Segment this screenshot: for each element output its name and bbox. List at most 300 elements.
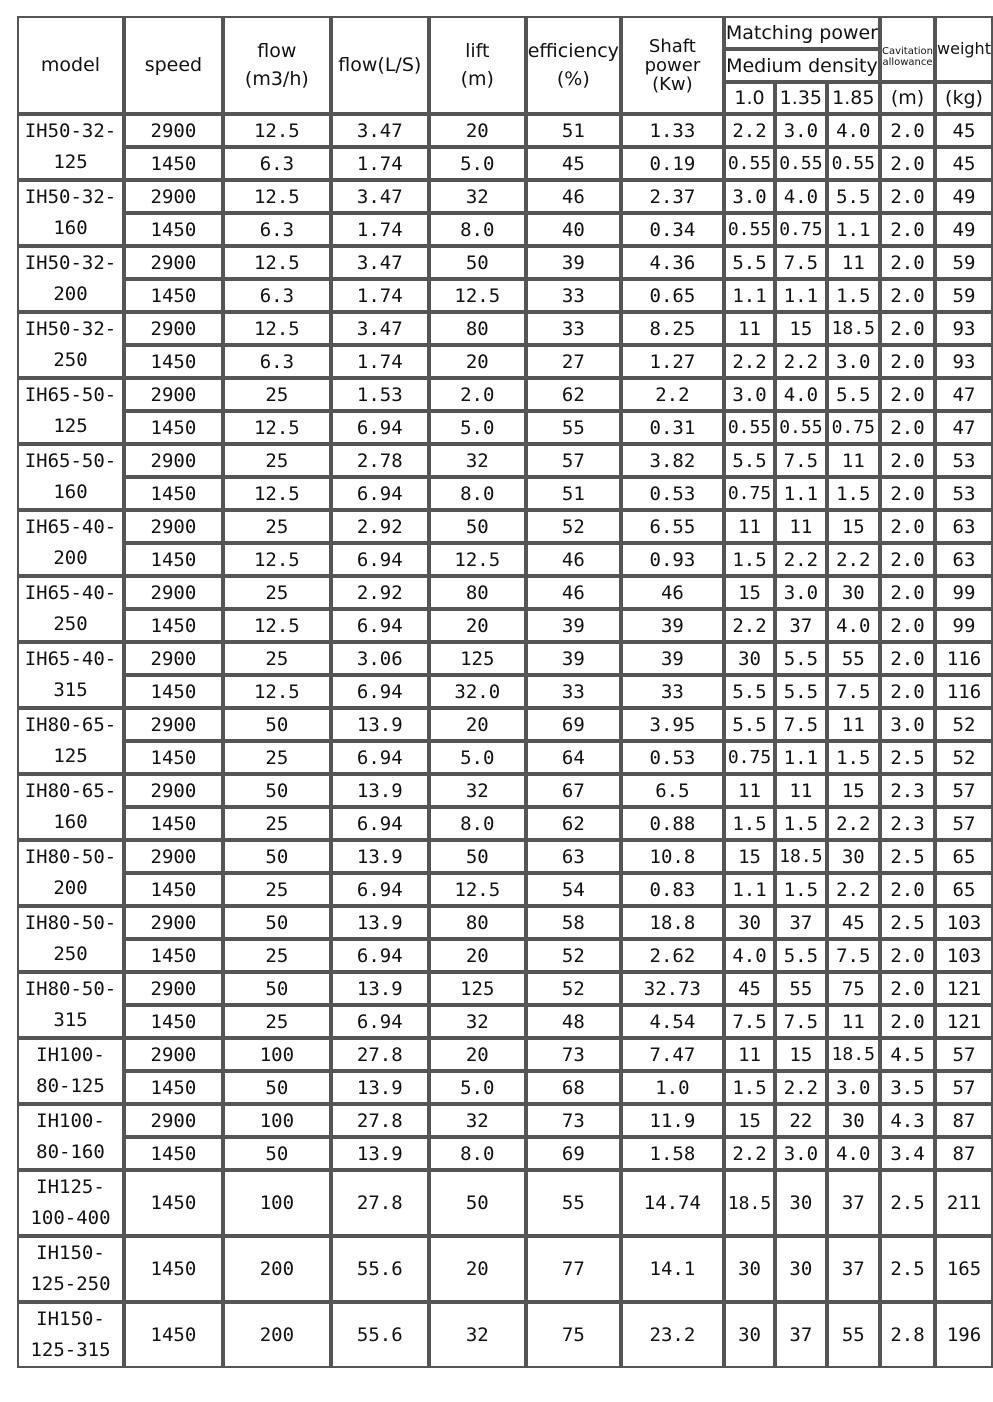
cavitation-cell: 2.0 [880, 444, 935, 477]
lift-cell: 32.0 [429, 675, 526, 708]
lift-cell: 12.5 [429, 279, 526, 312]
model-cell: IH80-50-315 [17, 972, 124, 1038]
cavitation-cell: 4.3 [880, 1104, 935, 1137]
cavitation-cell: 2.3 [880, 774, 935, 807]
shaft-power-cell: 2.2 [621, 378, 724, 411]
flow-ls-cell: 6.94 [331, 543, 429, 576]
power-d1-0-cell: 18.5 [724, 1170, 775, 1236]
lift-cell: 20 [429, 939, 526, 972]
lift-cell: 80 [429, 576, 526, 609]
shaft-power-cell: 0.93 [621, 543, 724, 576]
weight-cell: 47 [935, 411, 993, 444]
power-d1-35-cell: 1.1 [775, 741, 826, 774]
flow-m3h-cell: 6.3 [223, 279, 331, 312]
flow-m3h-cell: 200 [223, 1302, 331, 1368]
table-row [17, 972, 993, 1005]
model-cell: IH100-80-160 [17, 1104, 124, 1170]
power-d1-85-cell: 37 [827, 1236, 880, 1302]
power-d1-85-cell: 2.2 [827, 543, 880, 576]
efficiency-cell: 73 [526, 1038, 621, 1071]
weight-cell: 116 [935, 642, 993, 675]
shaft-power-cell: 1.58 [621, 1137, 724, 1170]
header-flow-ls: flow(L/S) [331, 16, 429, 114]
power-d1-85-cell: 1.5 [827, 279, 880, 312]
power-d1-85-cell: 30 [827, 576, 880, 609]
power-d1-0-cell: 11 [724, 510, 775, 543]
power-d1-85-cell: 2.2 [827, 807, 880, 840]
weight-cell: 65 [935, 873, 993, 906]
flow-ls-cell: 13.9 [331, 708, 429, 741]
power-d1-35-cell: 3.0 [775, 114, 826, 147]
power-d1-85-cell: 1.1 [827, 213, 880, 246]
power-d1-35-cell: 5.5 [775, 675, 826, 708]
lift-cell: 5.0 [429, 1071, 526, 1104]
weight-cell: 116 [935, 675, 993, 708]
cavitation-cell: 2.3 [880, 807, 935, 840]
table-row [17, 114, 993, 147]
flow-m3h-cell: 6.3 [223, 345, 331, 378]
power-d1-85-cell: 30 [827, 840, 880, 873]
power-d1-0-cell: 5.5 [724, 708, 775, 741]
cavitation-cell: 2.8 [880, 1302, 935, 1368]
lift-cell: 20 [429, 114, 526, 147]
power-d1-0-cell: 11 [724, 774, 775, 807]
flow-ls-cell: 13.9 [331, 1137, 429, 1170]
lift-cell: 50 [429, 246, 526, 279]
cavitation-cell: 2.0 [880, 972, 935, 1005]
efficiency-cell: 62 [526, 807, 621, 840]
speed-cell: 2900 [124, 180, 223, 213]
table-row [17, 543, 993, 576]
shaft-power-cell: 6.5 [621, 774, 724, 807]
power-d1-0-cell: 30 [724, 1302, 775, 1368]
power-d1-85-cell: 18.5 [827, 1038, 880, 1071]
flow-m3h-cell: 25 [223, 873, 331, 906]
shaft-power-cell: 14.1 [621, 1236, 724, 1302]
lift-cell: 80 [429, 312, 526, 345]
flow-ls-cell: 6.94 [331, 939, 429, 972]
power-d1-35-cell: 2.2 [775, 345, 826, 378]
shaft-power-cell: 33 [621, 675, 724, 708]
model-cell: IH125-100-400 [17, 1170, 124, 1236]
header-efficiency-label: efficiency [527, 40, 619, 62]
shaft-power-cell: 3.82 [621, 444, 724, 477]
lift-cell: 5.0 [429, 147, 526, 180]
speed-cell: 1450 [124, 147, 223, 180]
weight-cell: 57 [935, 774, 993, 807]
weight-cell: 49 [935, 213, 993, 246]
table-row [17, 1137, 993, 1170]
power-d1-85-cell: 30 [827, 1104, 880, 1137]
power-d1-85-cell: 55 [827, 1302, 880, 1368]
shaft-power-cell: 18.8 [621, 906, 724, 939]
flow-m3h-cell: 100 [223, 1104, 331, 1137]
efficiency-cell: 33 [526, 312, 621, 345]
lift-cell: 20 [429, 1038, 526, 1071]
weight-cell: 93 [935, 312, 993, 345]
efficiency-cell: 46 [526, 576, 621, 609]
weight-cell: 121 [935, 1005, 993, 1038]
table-row [17, 1236, 993, 1302]
efficiency-cell: 33 [526, 675, 621, 708]
efficiency-cell: 67 [526, 774, 621, 807]
flow-m3h-cell: 12.5 [223, 114, 331, 147]
power-d1-0-cell: 1.5 [724, 543, 775, 576]
flow-m3h-cell: 50 [223, 972, 331, 1005]
speed-cell: 1450 [124, 411, 223, 444]
table-row [17, 609, 993, 642]
speed-cell: 1450 [124, 1170, 223, 1236]
table-row [17, 213, 993, 246]
flow-ls-cell: 6.94 [331, 477, 429, 510]
flow-ls-cell: 1.74 [331, 213, 429, 246]
speed-cell: 1450 [124, 1005, 223, 1038]
speed-cell: 1450 [124, 807, 223, 840]
speed-cell: 2900 [124, 1038, 223, 1071]
flow-m3h-cell: 25 [223, 642, 331, 675]
power-d1-85-cell: 2.2 [827, 873, 880, 906]
power-d1-0-cell: 2.2 [724, 609, 775, 642]
flow-m3h-cell: 100 [223, 1170, 331, 1236]
efficiency-cell: 77 [526, 1236, 621, 1302]
speed-cell: 1450 [124, 741, 223, 774]
power-d1-85-cell: 15 [827, 774, 880, 807]
weight-cell: 59 [935, 246, 993, 279]
efficiency-cell: 45 [526, 147, 621, 180]
power-d1-85-cell: 11 [827, 246, 880, 279]
flow-ls-cell: 3.47 [331, 312, 429, 345]
header-shaft-power-unit: (Kw) [652, 73, 693, 95]
header-cavitation-label-1: Cavitation [881, 46, 933, 57]
lift-cell: 32 [429, 774, 526, 807]
power-d1-35-cell: 11 [775, 510, 826, 543]
power-d1-35-cell: 1.1 [775, 477, 826, 510]
power-d1-0-cell: 4.0 [724, 939, 775, 972]
power-d1-0-cell: 1.5 [724, 1071, 775, 1104]
table-row [17, 510, 993, 543]
flow-m3h-cell: 12.5 [223, 609, 331, 642]
flow-m3h-cell: 12.5 [223, 312, 331, 345]
flow-ls-cell: 13.9 [331, 840, 429, 873]
flow-ls-cell: 27.8 [331, 1038, 429, 1071]
power-d1-35-cell: 2.2 [775, 543, 826, 576]
flow-m3h-cell: 50 [223, 1137, 331, 1170]
shaft-power-cell: 14.74 [621, 1170, 724, 1236]
power-d1-85-cell: 55 [827, 642, 880, 675]
lift-cell: 2.0 [429, 378, 526, 411]
speed-cell: 2900 [124, 906, 223, 939]
flow-m3h-cell: 25 [223, 939, 331, 972]
efficiency-cell: 52 [526, 972, 621, 1005]
model-cell: IH80-65-160 [17, 774, 124, 840]
efficiency-cell: 46 [526, 180, 621, 213]
flow-m3h-cell: 25 [223, 378, 331, 411]
lift-cell: 32 [429, 1104, 526, 1137]
power-d1-85-cell: 1.5 [827, 477, 880, 510]
power-d1-35-cell: 15 [775, 312, 826, 345]
flow-ls-cell: 55.6 [331, 1236, 429, 1302]
speed-cell: 2900 [124, 642, 223, 675]
power-d1-85-cell: 15 [827, 510, 880, 543]
power-d1-85-cell: 3.0 [827, 345, 880, 378]
lift-cell: 125 [429, 972, 526, 1005]
efficiency-cell: 39 [526, 609, 621, 642]
shaft-power-cell: 0.53 [621, 477, 724, 510]
header-flow-m3h [223, 16, 331, 114]
model-cell: IH50-32-160 [17, 180, 124, 246]
power-d1-35-cell: 1.5 [775, 807, 826, 840]
weight-cell: 196 [935, 1302, 993, 1368]
model-cell: IH65-40-200 [17, 510, 124, 576]
table-row [17, 1104, 993, 1137]
power-d1-35-cell: 0.75 [775, 213, 826, 246]
cavitation-cell: 2.5 [880, 1170, 935, 1236]
power-d1-35-cell: 3.0 [775, 576, 826, 609]
shaft-power-cell: 0.88 [621, 807, 724, 840]
power-d1-35-cell: 18.5 [775, 840, 826, 873]
speed-cell: 1450 [124, 939, 223, 972]
power-d1-35-cell: 0.55 [775, 411, 826, 444]
power-d1-0-cell: 5.5 [724, 444, 775, 477]
power-d1-85-cell: 18.5 [827, 312, 880, 345]
weight-cell: 65 [935, 840, 993, 873]
weight-cell: 52 [935, 741, 993, 774]
shaft-power-cell: 0.19 [621, 147, 724, 180]
power-d1-0-cell: 1.5 [724, 807, 775, 840]
header-shaft-power-label-2: power [644, 54, 701, 76]
efficiency-cell: 39 [526, 246, 621, 279]
power-d1-0-cell: 15 [724, 576, 775, 609]
table-row [17, 873, 993, 906]
flow-ls-cell: 55.6 [331, 1302, 429, 1368]
power-d1-0-cell: 11 [724, 312, 775, 345]
power-d1-35-cell: 11 [775, 774, 826, 807]
table-row [17, 1005, 993, 1038]
shaft-power-cell: 32.73 [621, 972, 724, 1005]
weight-cell: 63 [935, 510, 993, 543]
efficiency-cell: 54 [526, 873, 621, 906]
shaft-power-cell: 1.33 [621, 114, 724, 147]
power-d1-0-cell: 5.5 [724, 675, 775, 708]
power-d1-85-cell: 0.55 [827, 147, 880, 180]
weight-cell: 103 [935, 939, 993, 972]
power-d1-0-cell: 1.1 [724, 873, 775, 906]
lift-cell: 50 [429, 510, 526, 543]
header-weight-unit: (kg) [935, 82, 993, 114]
power-d1-35-cell: 0.55 [775, 147, 826, 180]
header-density-1-35: 1.35 [775, 82, 826, 114]
power-d1-0-cell: 0.55 [724, 147, 775, 180]
power-d1-0-cell: 2.2 [724, 114, 775, 147]
table-row [17, 1038, 993, 1071]
header-medium-density: Medium density [724, 49, 880, 82]
lift-cell: 12.5 [429, 543, 526, 576]
flow-m3h-cell: 25 [223, 576, 331, 609]
header-flow-m3h-label: flow [257, 40, 297, 62]
power-d1-35-cell: 1.5 [775, 873, 826, 906]
flow-m3h-cell: 6.3 [223, 147, 331, 180]
header-density-1-0: 1.0 [724, 82, 775, 114]
shaft-power-cell: 0.34 [621, 213, 724, 246]
lift-cell: 50 [429, 1170, 526, 1236]
header-shaft-power-label-1: Shaft [648, 35, 696, 57]
power-d1-85-cell: 11 [827, 1005, 880, 1038]
power-d1-85-cell: 11 [827, 444, 880, 477]
flow-m3h-cell: 50 [223, 708, 331, 741]
table-row [17, 411, 993, 444]
shaft-power-cell: 46 [621, 576, 724, 609]
header-cavitation-unit: (m) [880, 82, 935, 114]
weight-cell: 103 [935, 906, 993, 939]
power-d1-0-cell: 3.0 [724, 180, 775, 213]
weight-cell: 63 [935, 543, 993, 576]
table-row [17, 741, 993, 774]
flow-ls-cell: 3.47 [331, 180, 429, 213]
table-row [17, 378, 993, 411]
speed-cell: 2900 [124, 708, 223, 741]
flow-ls-cell: 2.92 [331, 576, 429, 609]
power-d1-0-cell: 5.5 [724, 246, 775, 279]
power-d1-35-cell: 1.1 [775, 279, 826, 312]
model-cell: IH80-65-125 [17, 708, 124, 774]
power-d1-0-cell: 11 [724, 1038, 775, 1071]
lift-cell: 32 [429, 1005, 526, 1038]
table-row [17, 576, 993, 609]
weight-cell: 59 [935, 279, 993, 312]
flow-ls-cell: 1.53 [331, 378, 429, 411]
lift-cell: 8.0 [429, 807, 526, 840]
power-d1-35-cell: 37 [775, 609, 826, 642]
cavitation-cell: 2.0 [880, 213, 935, 246]
efficiency-cell: 69 [526, 1137, 621, 1170]
header-shaft-power [621, 16, 724, 114]
power-d1-35-cell: 30 [775, 1236, 826, 1302]
model-cell: IH65-50-160 [17, 444, 124, 510]
table-row [17, 939, 993, 972]
efficiency-cell: 33 [526, 279, 621, 312]
flow-m3h-cell: 25 [223, 1005, 331, 1038]
lift-cell: 5.0 [429, 411, 526, 444]
power-d1-0-cell: 30 [724, 906, 775, 939]
power-d1-85-cell: 75 [827, 972, 880, 1005]
speed-cell: 2900 [124, 972, 223, 1005]
table-row [17, 906, 993, 939]
flow-m3h-cell: 25 [223, 444, 331, 477]
cavitation-cell: 2.0 [880, 873, 935, 906]
speed-cell: 2900 [124, 114, 223, 147]
model-cell: IH65-50-125 [17, 378, 124, 444]
shaft-power-cell: 0.65 [621, 279, 724, 312]
power-d1-85-cell: 0.75 [827, 411, 880, 444]
speed-cell: 2900 [124, 510, 223, 543]
shaft-power-cell: 23.2 [621, 1302, 724, 1368]
shaft-power-cell: 8.25 [621, 312, 724, 345]
lift-cell: 32 [429, 1302, 526, 1368]
power-d1-0-cell: 1.1 [724, 279, 775, 312]
shaft-power-cell: 39 [621, 609, 724, 642]
header-efficiency-unit: (%) [556, 68, 590, 90]
power-d1-0-cell: 15 [724, 840, 775, 873]
flow-m3h-cell: 50 [223, 774, 331, 807]
flow-ls-cell: 3.06 [331, 642, 429, 675]
power-d1-0-cell: 0.75 [724, 741, 775, 774]
cavitation-cell: 2.0 [880, 576, 935, 609]
flow-m3h-cell: 6.3 [223, 213, 331, 246]
shaft-power-cell: 6.55 [621, 510, 724, 543]
header-weight: weight [935, 16, 993, 82]
power-d1-85-cell: 11 [827, 708, 880, 741]
cavitation-cell: 2.0 [880, 345, 935, 378]
speed-cell: 1450 [124, 543, 223, 576]
flow-ls-cell: 6.94 [331, 1005, 429, 1038]
power-d1-85-cell: 7.5 [827, 939, 880, 972]
power-d1-85-cell: 5.5 [827, 378, 880, 411]
weight-cell: 87 [935, 1104, 993, 1137]
shaft-power-cell: 7.47 [621, 1038, 724, 1071]
efficiency-cell: 27 [526, 345, 621, 378]
power-d1-85-cell: 4.0 [827, 114, 880, 147]
power-d1-35-cell: 4.0 [775, 180, 826, 213]
flow-m3h-cell: 25 [223, 807, 331, 840]
efficiency-cell: 46 [526, 543, 621, 576]
flow-ls-cell: 6.94 [331, 873, 429, 906]
model-cell: IH80-50-250 [17, 906, 124, 972]
power-d1-35-cell: 55 [775, 972, 826, 1005]
efficiency-cell: 62 [526, 378, 621, 411]
power-d1-35-cell: 4.0 [775, 378, 826, 411]
shaft-power-cell: 3.95 [621, 708, 724, 741]
flow-ls-cell: 1.74 [331, 345, 429, 378]
flow-ls-cell: 2.78 [331, 444, 429, 477]
flow-m3h-cell: 12.5 [223, 180, 331, 213]
weight-cell: 165 [935, 1236, 993, 1302]
lift-cell: 8.0 [429, 213, 526, 246]
power-d1-85-cell: 7.5 [827, 675, 880, 708]
shaft-power-cell: 0.31 [621, 411, 724, 444]
speed-cell: 1450 [124, 477, 223, 510]
flow-m3h-cell: 12.5 [223, 477, 331, 510]
power-d1-0-cell: 7.5 [724, 1005, 775, 1038]
efficiency-cell: 40 [526, 213, 621, 246]
power-d1-85-cell: 37 [827, 1170, 880, 1236]
efficiency-cell: 55 [526, 1170, 621, 1236]
shaft-power-cell: 4.36 [621, 246, 724, 279]
power-d1-85-cell: 5.5 [827, 180, 880, 213]
speed-cell: 1450 [124, 873, 223, 906]
cavitation-cell: 2.5 [880, 741, 935, 774]
flow-ls-cell: 13.9 [331, 972, 429, 1005]
power-d1-0-cell: 2.2 [724, 1137, 775, 1170]
lift-cell: 12.5 [429, 873, 526, 906]
cavitation-cell: 2.0 [880, 312, 935, 345]
cavitation-cell: 2.0 [880, 939, 935, 972]
pump-spec-sheet [17, 16, 993, 1368]
power-d1-0-cell: 0.55 [724, 213, 775, 246]
header-density-1-85: 1.85 [827, 82, 880, 114]
header-speed: speed [124, 16, 223, 114]
shaft-power-cell: 39 [621, 642, 724, 675]
spec-table-body [17, 114, 993, 1368]
flow-m3h-cell: 50 [223, 840, 331, 873]
table-row [17, 708, 993, 741]
speed-cell: 2900 [124, 576, 223, 609]
header-efficiency [526, 16, 621, 114]
flow-m3h-cell: 12.5 [223, 543, 331, 576]
flow-m3h-cell: 12.5 [223, 246, 331, 279]
power-d1-35-cell: 7.5 [775, 1005, 826, 1038]
header-lift [429, 16, 526, 114]
table-row [17, 642, 993, 675]
